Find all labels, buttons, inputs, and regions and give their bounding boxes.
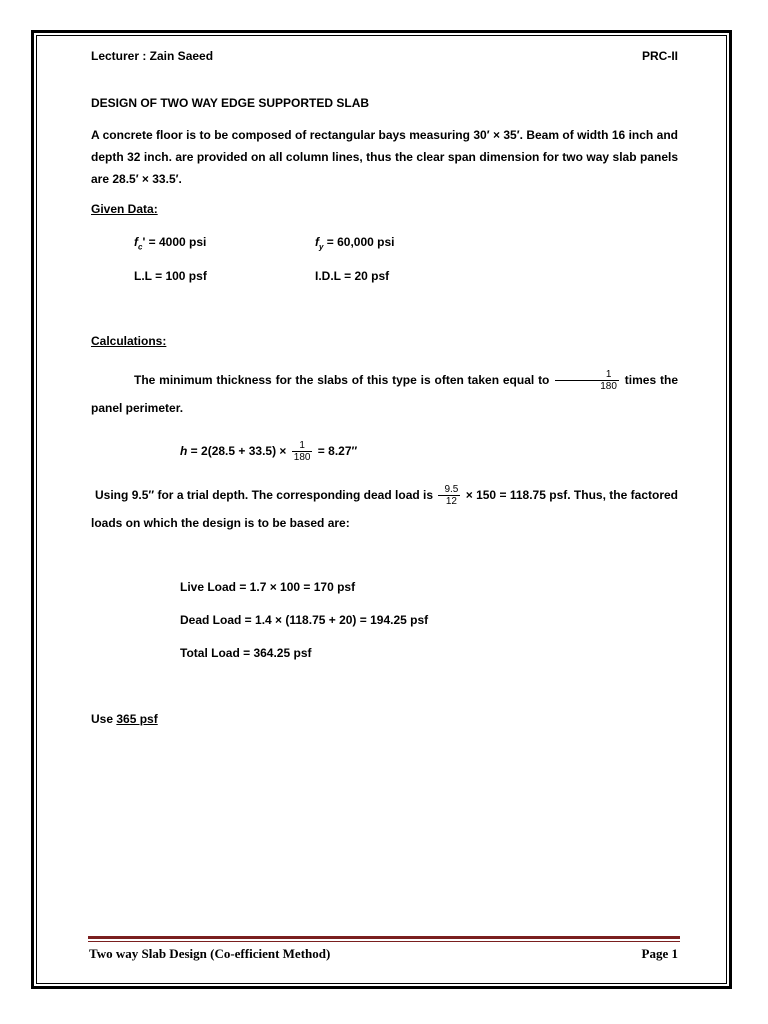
fraction-denominator: 180 [293, 452, 311, 464]
fraction-9-5-over-12 [438, 484, 460, 507]
given-live-load: L.L = 100 psf [134, 269, 207, 283]
header-lecturer: Lecturer : Zain Saeed [91, 49, 214, 63]
fraction-denominator: 12 [445, 496, 457, 508]
header-course: PRC-II [642, 49, 678, 63]
dead-load-line: Dead Load = 1.4 × (118.75 + 20) = 194.25 psf [180, 613, 429, 627]
dead-load-text: Using 9.5″ for a trial depth. The corresponding dead load is [95, 488, 434, 502]
h-result: = 8.27″ [317, 444, 358, 458]
live-load-line: Live Load = 1.7 × 100 = 170 psf [180, 580, 356, 594]
dead-load-text-after: × 150 = 118.75 psf. Thus, the factored loads on which the design is to be based are: [91, 488, 678, 530]
fc-value: ' = 4000 psi [142, 235, 207, 249]
fraction-numerator: 1 [292, 440, 313, 452]
fraction-1-180 [555, 369, 619, 392]
fc-subscript: c [138, 242, 143, 252]
h-expression: = 2(28.5 + 33.5) × [187, 444, 287, 458]
min-thickness-text-after: times the panel perimeter. [91, 373, 678, 415]
use-label: Use [91, 712, 117, 726]
fy-value: = 60,000 psi [323, 235, 395, 249]
given-idl: I.D.L = 20 psf [315, 269, 390, 283]
min-thickness-paragraph [91, 366, 678, 422]
given-data-heading: Given Data: [91, 202, 158, 216]
intro-paragraph: A concrete floor is to be composed of rectangular bays measuring 30′ × 35′. Beam of width 16 inch and depth 32 inch. are provided on all column lines, thus the clear span dimension for two way slab panels are 28.5′ × 33.5′. [91, 128, 678, 186]
document-title: DESIGN OF TWO WAY EDGE SUPPORTED SLAB [91, 96, 370, 110]
fc-symbol: f [134, 235, 138, 249]
given-fc [134, 234, 206, 255]
calculations-heading: Calculations: [91, 334, 167, 348]
total-load-line: Total Load = 364.25 psf [180, 646, 312, 660]
footer-rule-thick [88, 936, 680, 939]
fraction-numerator: 9.5 [438, 484, 460, 496]
use-value: 365 psf [116, 712, 158, 726]
fraction-numerator: 1 [555, 369, 619, 381]
footer-page-number: Page 1 [641, 946, 678, 961]
footer-title: Two way Slab Design (Co-efficient Method) [89, 946, 331, 961]
h-equation [180, 438, 357, 464]
fy-subscript: y [319, 242, 324, 252]
use-line [91, 711, 158, 727]
given-fy [315, 234, 395, 255]
dead-load-paragraph [91, 481, 678, 537]
h-fraction [292, 440, 313, 463]
footer-rule-thin [88, 941, 680, 942]
fy-symbol: f [315, 235, 319, 249]
min-thickness-text: The minimum thickness for the slabs of this type is often taken equal to [134, 373, 550, 387]
fraction-denominator: 180 [600, 381, 617, 393]
h-variable: h [180, 444, 188, 458]
